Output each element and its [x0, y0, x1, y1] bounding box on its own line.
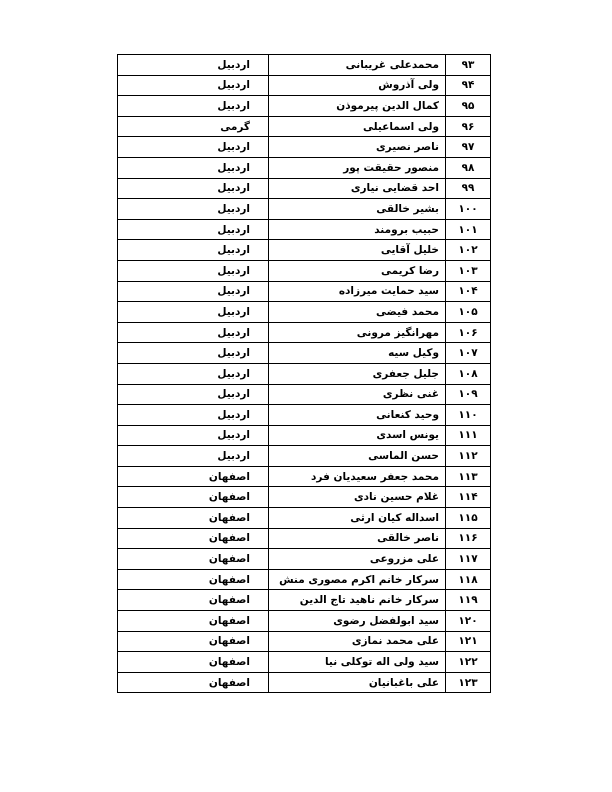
row-number-cell: ۱۱۹ [446, 590, 491, 611]
city-cell: اردبیل [118, 302, 269, 323]
city-cell: اصفهان [118, 549, 269, 570]
city-cell: اصفهان [118, 611, 269, 632]
row-number-cell: ۱۲۰ [446, 611, 491, 632]
table-row [118, 281, 491, 302]
row-number-cell: ۱۰۱ [446, 219, 491, 240]
city-cell: اصفهان [118, 590, 269, 611]
name-cell: سید ولی اله توکلی نیا [269, 652, 446, 673]
row-number-cell: ۱۰۶ [446, 322, 491, 343]
row-number-cell: ۱۲۳ [446, 672, 491, 693]
city-cell: اردبیل [118, 55, 269, 76]
table-row [118, 528, 491, 549]
row-number-cell: ۹۷ [446, 137, 491, 158]
row-number-cell: ۱۰۲ [446, 240, 491, 261]
name-cell: مهرانگیز مرونی [269, 322, 446, 343]
row-number-cell: ۱۱۲ [446, 446, 491, 467]
table-row [118, 363, 491, 384]
table-row [118, 199, 491, 220]
table-row [118, 508, 491, 529]
city-cell: اصفهان [118, 508, 269, 529]
name-cell: محمد جعفر سعیدیان فرد [269, 466, 446, 487]
city-cell: اصفهان [118, 466, 269, 487]
table-row [118, 425, 491, 446]
table-row [118, 446, 491, 467]
name-cell: کمال الدین پیرموذن [269, 96, 446, 117]
table-row [118, 96, 491, 117]
name-cell: حبیب برومند [269, 219, 446, 240]
name-cell: محمد فیضی [269, 302, 446, 323]
city-cell: اردبیل [118, 157, 269, 178]
name-cell: یونس اسدی [269, 425, 446, 446]
row-number-cell: ۹۴ [446, 75, 491, 96]
city-cell: اردبیل [118, 260, 269, 281]
table-row [118, 405, 491, 426]
name-cell: محمدعلی غریبانی [269, 55, 446, 76]
city-cell: گرمی [118, 116, 269, 137]
name-cell: سید حمایت میرزاده [269, 281, 446, 302]
row-number-cell: ۹۸ [446, 157, 491, 178]
row-number-cell: ۱۱۶ [446, 528, 491, 549]
name-cell: غلام حسین نادی [269, 487, 446, 508]
table-row [118, 116, 491, 137]
table-row [118, 137, 491, 158]
city-cell: اردبیل [118, 137, 269, 158]
row-number-cell: ۱۱۳ [446, 466, 491, 487]
city-cell: اصفهان [118, 528, 269, 549]
row-number-cell: ۱۰۵ [446, 302, 491, 323]
name-cell: جلیل جعفری [269, 363, 446, 384]
table-row [118, 302, 491, 323]
name-cell: خلیل آقایی [269, 240, 446, 261]
city-cell: اردبیل [118, 384, 269, 405]
names-table [117, 54, 491, 693]
row-number-cell: ۱۱۰ [446, 405, 491, 426]
table-row [118, 178, 491, 199]
table-row [118, 157, 491, 178]
table-row [118, 240, 491, 261]
name-cell: ناصر خالقی [269, 528, 446, 549]
city-cell: اردبیل [118, 405, 269, 426]
name-cell: علی محمد نمازی [269, 631, 446, 652]
city-cell: اصفهان [118, 631, 269, 652]
table-row [118, 219, 491, 240]
city-cell: اردبیل [118, 199, 269, 220]
city-cell: اصفهان [118, 672, 269, 693]
city-cell: اصفهان [118, 569, 269, 590]
name-cell: رضا کریمی [269, 260, 446, 281]
city-cell: اردبیل [118, 322, 269, 343]
row-number-cell: ۹۶ [446, 116, 491, 137]
name-cell: احد قضایی نیاری [269, 178, 446, 199]
table-row [118, 322, 491, 343]
city-cell: اصفهان [118, 652, 269, 673]
name-cell: علی مزروعی [269, 549, 446, 570]
table-row [118, 55, 491, 76]
city-cell: اردبیل [118, 240, 269, 261]
table-row [118, 384, 491, 405]
table-row [118, 260, 491, 281]
name-cell: وکیل سیه [269, 343, 446, 364]
row-number-cell: ۱۰۰ [446, 199, 491, 220]
name-cell: سید ابولفضل رضوی [269, 611, 446, 632]
name-cell: ولی آذروش [269, 75, 446, 96]
row-number-cell: ۱۱۸ [446, 569, 491, 590]
city-cell: اصفهان [118, 487, 269, 508]
name-cell: اسداله کیان ارثی [269, 508, 446, 529]
row-number-cell: ۱۲۲ [446, 652, 491, 673]
row-number-cell: ۱۲۱ [446, 631, 491, 652]
name-cell: حسن الماسی [269, 446, 446, 467]
city-cell: اردبیل [118, 178, 269, 199]
name-cell: ولی اسماعیلی [269, 116, 446, 137]
row-number-cell: ۱۰۸ [446, 363, 491, 384]
row-number-cell: ۹۳ [446, 55, 491, 76]
table-row [118, 652, 491, 673]
city-cell: اردبیل [118, 75, 269, 96]
city-cell: اردبیل [118, 281, 269, 302]
table-row [118, 611, 491, 632]
table-row [118, 672, 491, 693]
row-number-cell: ۹۵ [446, 96, 491, 117]
row-number-cell: ۱۱۵ [446, 508, 491, 529]
names-table-body [118, 55, 491, 693]
row-number-cell: ۱۱۱ [446, 425, 491, 446]
city-cell: اردبیل [118, 425, 269, 446]
name-cell: بشیر خالقی [269, 199, 446, 220]
table-row [118, 569, 491, 590]
row-number-cell: ۱۰۴ [446, 281, 491, 302]
name-cell: وحید کنعانی [269, 405, 446, 426]
row-number-cell: ۱۰۳ [446, 260, 491, 281]
name-cell: ناصر نصیری [269, 137, 446, 158]
city-cell: اردبیل [118, 96, 269, 117]
table-row [118, 343, 491, 364]
city-cell: اردبیل [118, 446, 269, 467]
name-cell: علی باغبانیان [269, 672, 446, 693]
name-cell: سرکار خانم ناهید تاج الدین [269, 590, 446, 611]
table-row [118, 631, 491, 652]
name-cell: منصور حقیقت پور [269, 157, 446, 178]
table-row [118, 590, 491, 611]
table-row [118, 75, 491, 96]
row-number-cell: ۱۱۷ [446, 549, 491, 570]
row-number-cell: ۹۹ [446, 178, 491, 199]
table-row [118, 466, 491, 487]
name-cell: غنی نظری [269, 384, 446, 405]
table-row [118, 549, 491, 570]
city-cell: اردبیل [118, 363, 269, 384]
row-number-cell: ۱۰۹ [446, 384, 491, 405]
name-cell: سرکار خانم اکرم مصوری منش [269, 569, 446, 590]
city-cell: اردبیل [118, 219, 269, 240]
table-row [118, 487, 491, 508]
row-number-cell: ۱۱۴ [446, 487, 491, 508]
row-number-cell: ۱۰۷ [446, 343, 491, 364]
city-cell: اردبیل [118, 343, 269, 364]
